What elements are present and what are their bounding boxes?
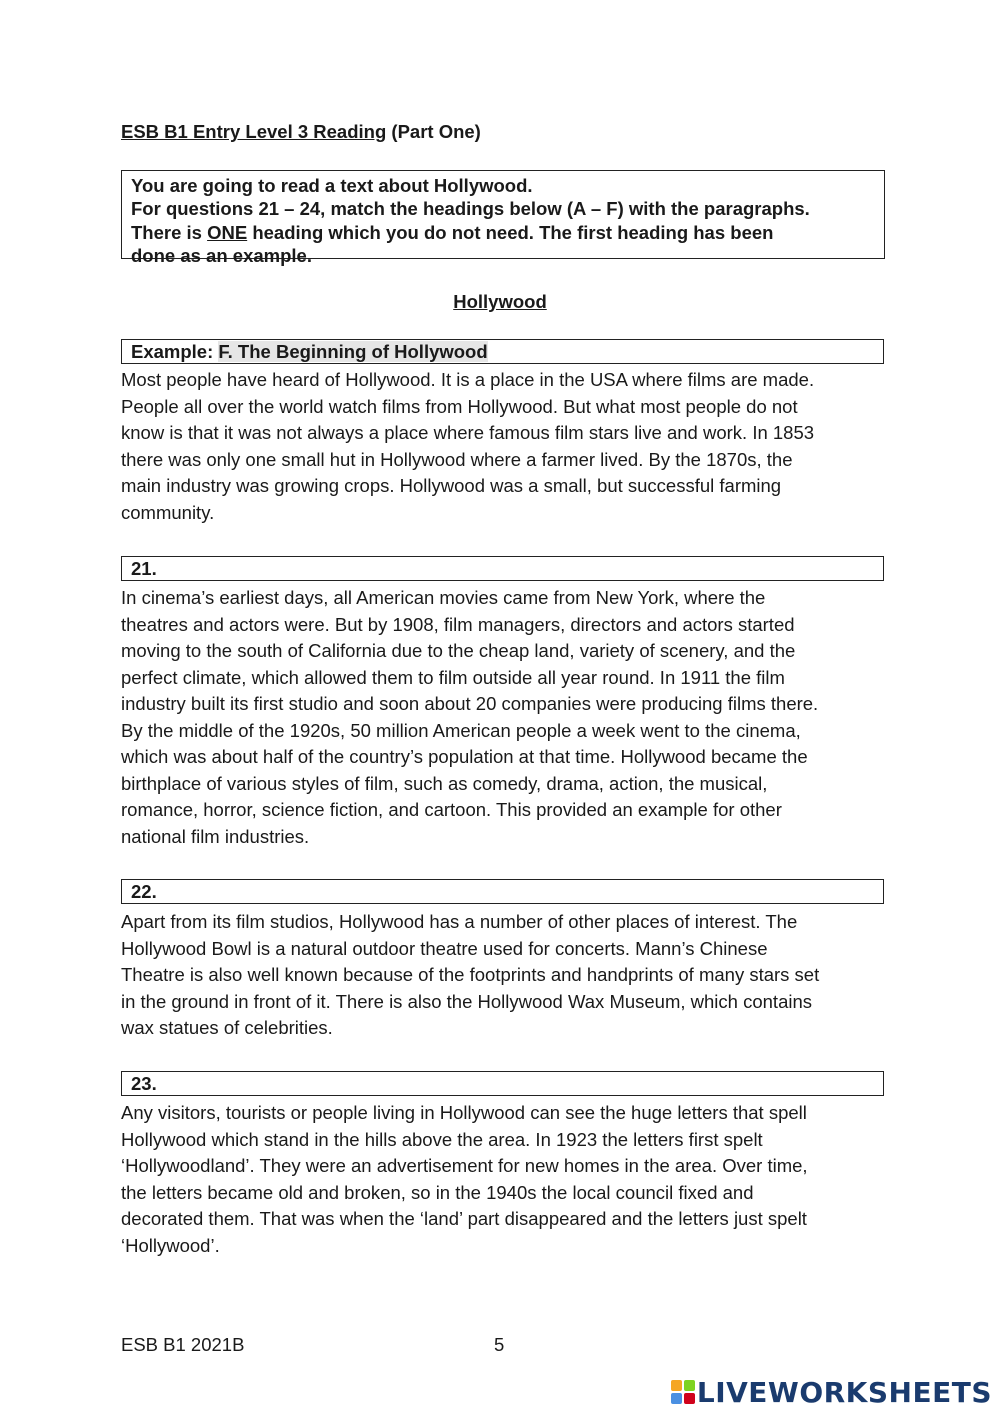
title-rest: (Part One) (386, 121, 481, 142)
title-underlined: ESB B1 Entry Level 3 Reading (121, 121, 387, 142)
paragraph-line: the letters became old and broken, so in the 1940s the local council fixed and (121, 1181, 754, 1203)
instructions-line-2: For questions 21 – 24, match the headings below (A – F) with the paragraphs. (131, 198, 810, 220)
paragraph-line: which was about half of the country’s population at that time. Hollywood became the (121, 746, 808, 767)
paragraph-line: Hollywood which stand in the hills above the area. In 1923 the letters first spelt (121, 1128, 763, 1150)
instructions-line-1: You are going to read a text about Hollywood. (131, 175, 533, 196)
paragraph-line: Most people have heard of Hollywood. It is a place in the USA where films are made. (121, 369, 815, 390)
example-paragraph (121, 367, 878, 526)
paragraph-line: main industry was growing crops. Hollywood was a small, but successful farming (121, 475, 782, 496)
paragraph-line: ‘Hollywood’. (121, 1234, 220, 1256)
paragraph-line: wax statues of celebrities. (121, 1017, 333, 1038)
paragraph-line: decorated them. That was when the ‘land’ part disappeared and the letters just spelt (121, 1208, 807, 1229)
brand-text: LIVEWORKSHEETS (696, 1375, 992, 1409)
paragraph-line: ‘Hollywoodland’. They were an advertisement for new homes in the area. Over time, (121, 1155, 808, 1176)
paragraph-line: perfect climate, which allowed them to film outside all year round. In 1911 the film (121, 666, 785, 688)
article-heading: Hollywood (453, 291, 547, 312)
paragraph-line: Any visitors, tourists or people living in Hollywood can see the huge letters that spell (121, 1102, 807, 1123)
example-label: Example: (131, 341, 219, 362)
paragraph-line: there was only one small hut in Hollywood where a farmer lived. By the 1870s, the (121, 448, 793, 470)
paragraph-line: People all over the world watch films from Hollywood. But what most people do not (121, 395, 798, 417)
question-23-number: 23. (131, 1073, 157, 1094)
question-22-number: 22. (131, 881, 157, 902)
liveworksheets-logo (671, 1375, 992, 1409)
paragraph-line: know is that it was not always a place where famous film stars live and work. In 1853 (121, 422, 815, 443)
question-22-heading-box[interactable] (121, 879, 884, 904)
paragraph-line: Apart from its film studios, Hollywood has a number of other places of interest. The (121, 911, 798, 932)
paragraph-line: romance, horror, science fiction, and cartoon. This provided an example for other (121, 799, 782, 820)
question-21-paragraph (121, 585, 878, 850)
example-answer: F. The Beginning of Hollywood (218, 341, 488, 362)
question-23-paragraph (121, 1100, 878, 1259)
paragraph-line: national film industries. (121, 825, 310, 847)
emphasis-one: ONE (207, 221, 248, 243)
document-title (121, 121, 481, 143)
instructions-line-4: done as an example. (131, 244, 312, 266)
question-21-number: 21. (131, 558, 157, 579)
paragraph-line: Theatre is also well known because of the footprints and handprints of many stars set (121, 964, 820, 985)
paragraph-line: By the middle of the 1920s, 50 million American people a week went to the cinema, (121, 719, 801, 741)
paragraph-line: in the ground in front of it. There is also the Hollywood Wax Museum, which contains (121, 990, 813, 1012)
question-22-paragraph (121, 909, 878, 1042)
question-23-heading-box[interactable] (121, 1071, 884, 1096)
instructions-line-3: There is ONE heading which you do not need. The first heading has been (131, 221, 774, 243)
paragraph-line: In cinema’s earliest days, all American movies came from New York, where the (121, 587, 766, 608)
paragraph-line: community. (121, 501, 215, 523)
paragraph-line: moving to the south of California due to the cheap land, variety of scenery, and the (121, 640, 796, 661)
footer-code: ESB B1 2021B (121, 1334, 245, 1355)
paragraph-line: birthplace of various styles of film, such as comedy, drama, action, the musical, (121, 772, 768, 794)
example-heading-box (121, 339, 884, 364)
question-21-heading-box[interactable] (121, 556, 884, 581)
paragraph-line: industry built its first studio and soon about 20 companies were producing films there. (121, 693, 819, 714)
logo-icon (671, 1380, 695, 1404)
paragraph-line: Hollywood Bowl is a natural outdoor theatre used for concerts. Mann’s Chinese (121, 937, 768, 959)
paragraph-line: theatres and actors were. But by 1908, film managers, directors and actors started (121, 613, 795, 635)
instructions-box (121, 170, 885, 266)
page-number: 5 (494, 1334, 505, 1355)
